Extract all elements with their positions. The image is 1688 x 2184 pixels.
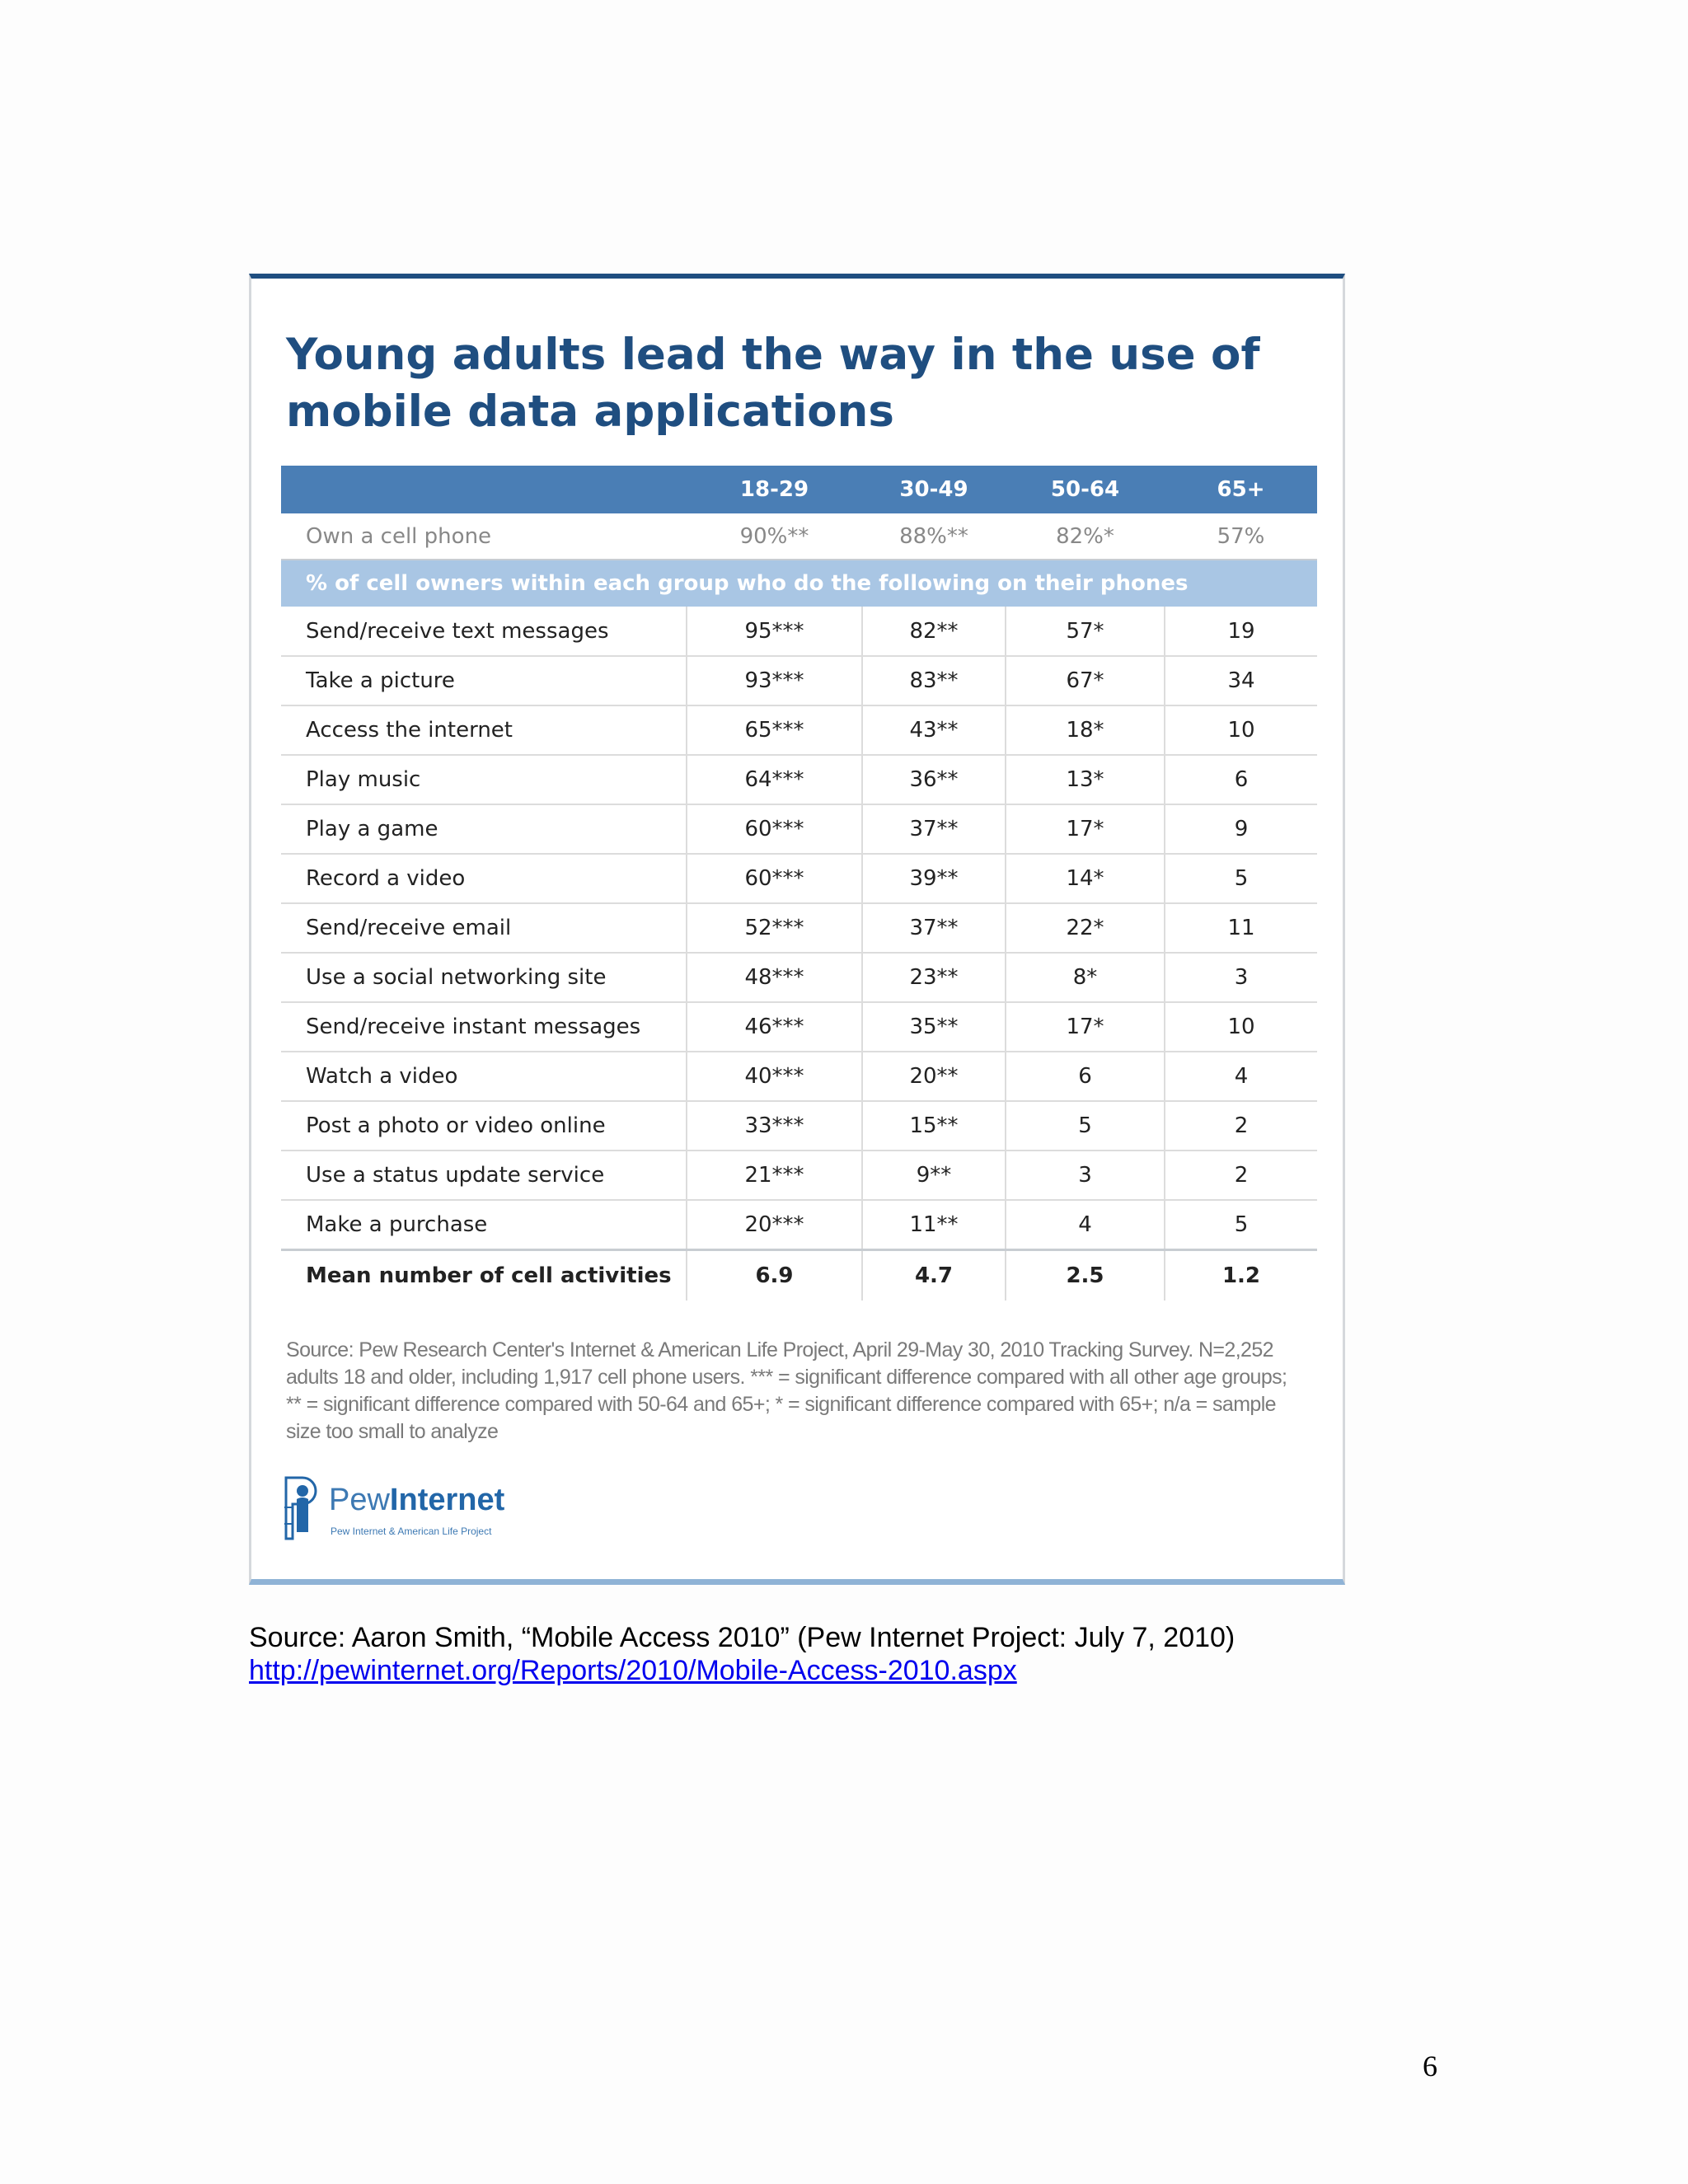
column-header: 18-29 bbox=[739, 477, 809, 502]
cell-value: 18* bbox=[1006, 705, 1165, 755]
cell-value: 1.2 bbox=[1165, 1249, 1317, 1301]
activity-row bbox=[281, 705, 1317, 755]
row-label: Send/receive email bbox=[281, 903, 687, 953]
activity-row bbox=[281, 607, 1317, 656]
cell-value: 57% bbox=[1165, 513, 1317, 560]
page-number: 6 bbox=[1423, 2050, 1437, 2083]
cell-value: 37** bbox=[862, 804, 1006, 854]
page-source-text: Source: Aaron Smith, “Mobile Access 2010” (Pew Internet Project: July 7, 2010) bbox=[249, 1622, 1236, 1653]
row-label: Play music bbox=[281, 755, 687, 804]
cell-value: 2 bbox=[1165, 1151, 1317, 1200]
activity-row bbox=[281, 1151, 1317, 1200]
cell-value: 19 bbox=[1165, 607, 1317, 656]
cell-value: 4 bbox=[1006, 1200, 1165, 1249]
row-label: Access the internet bbox=[281, 705, 687, 755]
column-header bbox=[281, 466, 687, 513]
cell-value: 9** bbox=[862, 1151, 1006, 1200]
cell-value: 39** bbox=[862, 854, 1006, 903]
column-header-row bbox=[281, 466, 1317, 513]
section-header-row bbox=[281, 560, 1317, 607]
activity-row bbox=[281, 1002, 1317, 1052]
pew-internet-logo bbox=[281, 1474, 528, 1549]
cell-value: 65*** bbox=[687, 705, 862, 755]
cell-value: 60*** bbox=[687, 854, 862, 903]
cell-value: 17* bbox=[1006, 1002, 1165, 1052]
activity-row bbox=[281, 854, 1317, 903]
cell-value: 6 bbox=[1165, 755, 1317, 804]
pew-logo-icon bbox=[281, 1474, 322, 1542]
cell-value: 4.7 bbox=[862, 1249, 1006, 1301]
activity-row bbox=[281, 1052, 1317, 1101]
activity-row bbox=[281, 1200, 1317, 1249]
section-label: % of cell owners within each group who do the following on their phones bbox=[281, 560, 1317, 607]
cell-value: 6 bbox=[1006, 1052, 1165, 1101]
cell-value: 95*** bbox=[687, 607, 862, 656]
row-label: Watch a video bbox=[281, 1052, 687, 1101]
cell-value: 13* bbox=[1006, 755, 1165, 804]
figure-title-line-1: Young adults lead the way in the use of bbox=[286, 330, 1260, 380]
cell-value: 90%** bbox=[687, 513, 862, 560]
cell-value: 6.9 bbox=[687, 1249, 862, 1301]
figure-source-note: Source: Pew Research Center's Internet & American Life Project, April 29-May 30, 2010 Tracking Survey. N=2,252 adults 18 and older, including 1,917 cell phone users. *** = significant difference compared with all other age groups; ** = significant difference compared with 50-64 and 65+; * = significant difference compared with 65+; n/a = sample size too small to analyze bbox=[286, 1338, 1287, 1443]
cell-value: 46*** bbox=[687, 1002, 862, 1052]
logo-subtitle: Pew Internet & American Life Project bbox=[331, 1526, 492, 1537]
column-header: 50-64 bbox=[1050, 477, 1120, 502]
cell-value: 11 bbox=[1165, 903, 1317, 953]
activity-row bbox=[281, 804, 1317, 854]
activity-row bbox=[281, 903, 1317, 953]
mean-activities-row bbox=[281, 1249, 1317, 1301]
cell-value: 10 bbox=[1165, 1002, 1317, 1052]
cell-value: 9 bbox=[1165, 804, 1317, 854]
cell-value: 37** bbox=[862, 903, 1006, 953]
figure-card bbox=[249, 274, 1345, 1585]
cell-value: 2.5 bbox=[1006, 1249, 1165, 1301]
own-cell-phone-row bbox=[281, 513, 1317, 560]
row-label: Take a picture bbox=[281, 656, 687, 705]
cell-value: 36** bbox=[862, 755, 1006, 804]
cell-value: 5 bbox=[1165, 854, 1317, 903]
activity-row bbox=[281, 953, 1317, 1002]
cell-value: 22* bbox=[1006, 903, 1165, 953]
cell-value: 93*** bbox=[687, 656, 862, 705]
cell-value: 67* bbox=[1006, 656, 1165, 705]
figure-title-line-2: mobile data applications bbox=[286, 387, 894, 437]
row-label: Use a social networking site bbox=[281, 953, 687, 1002]
cell-value: 10 bbox=[1165, 705, 1317, 755]
cell-value: 21*** bbox=[687, 1151, 862, 1200]
cell-value: 14* bbox=[1006, 854, 1165, 903]
figure-title bbox=[286, 326, 1275, 440]
cell-value: 52*** bbox=[687, 903, 862, 953]
cell-value: 3 bbox=[1006, 1151, 1165, 1200]
logo-wordmark bbox=[329, 1483, 504, 1518]
cell-value: 48*** bbox=[687, 953, 862, 1002]
cell-value: 33*** bbox=[687, 1101, 862, 1151]
cell-value: 4 bbox=[1165, 1052, 1317, 1101]
row-label: Send/receive text messages bbox=[281, 607, 687, 656]
cell-value: 2 bbox=[1165, 1101, 1317, 1151]
cell-value: 20** bbox=[862, 1052, 1006, 1101]
row-label: Use a status update service bbox=[281, 1151, 687, 1200]
cell-value: 57* bbox=[1006, 607, 1165, 656]
cell-value: 64*** bbox=[687, 755, 862, 804]
cell-value: 43** bbox=[862, 705, 1006, 755]
cell-value: 8* bbox=[1006, 953, 1165, 1002]
column-header: 30-49 bbox=[899, 477, 968, 502]
cell-value: 34 bbox=[1165, 656, 1317, 705]
cell-value: 88%** bbox=[862, 513, 1006, 560]
cell-value: 5 bbox=[1006, 1101, 1165, 1151]
row-label: Send/receive instant messages bbox=[281, 1002, 687, 1052]
logo-word-pew: Pew bbox=[329, 1483, 390, 1517]
cell-value: 82%* bbox=[1006, 513, 1165, 560]
row-label: Post a photo or video online bbox=[281, 1101, 687, 1151]
row-label: Mean number of cell activities bbox=[281, 1249, 687, 1301]
cell-value: 11** bbox=[862, 1200, 1006, 1249]
data-table bbox=[281, 466, 1317, 1301]
cell-value: 40*** bbox=[687, 1052, 862, 1101]
report-link[interactable]: http://pewinternet.org/Reports/2010/Mobile-Access-2010.aspx bbox=[249, 1655, 1017, 1686]
row-label: Own a cell phone bbox=[281, 513, 687, 560]
activity-row bbox=[281, 1101, 1317, 1151]
cell-value: 15** bbox=[862, 1101, 1006, 1151]
cell-value: 83** bbox=[862, 656, 1006, 705]
column-header: 65+ bbox=[1217, 477, 1265, 502]
cell-value: 5 bbox=[1165, 1200, 1317, 1249]
activity-row bbox=[281, 656, 1317, 705]
cell-value: 17* bbox=[1006, 804, 1165, 854]
cell-value: 3 bbox=[1165, 953, 1317, 1002]
row-label: Make a purchase bbox=[281, 1200, 687, 1249]
cell-value: 20*** bbox=[687, 1200, 862, 1249]
cell-value: 23** bbox=[862, 953, 1006, 1002]
row-label: Play a game bbox=[281, 804, 687, 854]
row-label: Record a video bbox=[281, 854, 687, 903]
logo-word-internet: Internet bbox=[389, 1483, 505, 1517]
cell-value: 60*** bbox=[687, 804, 862, 854]
cell-value: 35** bbox=[862, 1002, 1006, 1052]
activity-row bbox=[281, 755, 1317, 804]
cell-value: 82** bbox=[862, 607, 1006, 656]
